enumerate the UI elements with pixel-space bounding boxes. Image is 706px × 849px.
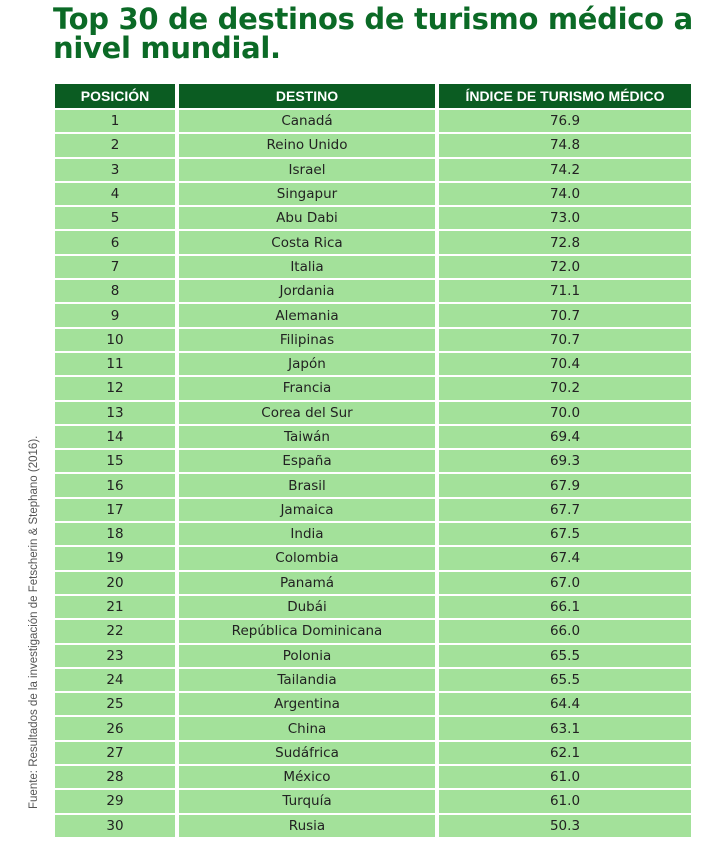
cell-index: 66.0: [439, 620, 691, 642]
table-row: [55, 353, 691, 375]
cell-index: 70.2: [439, 377, 691, 399]
cell-position: 20: [55, 572, 175, 594]
table-row: [55, 207, 691, 229]
table-row: [55, 620, 691, 642]
cell-destination: Sudáfrica: [179, 742, 435, 764]
table-row: [55, 402, 691, 424]
cell-index: 72.8: [439, 231, 691, 253]
table-row: [55, 280, 691, 302]
column-header-destination: DESTINO: [179, 84, 435, 108]
table-row: [55, 596, 691, 618]
cell-destination: Filipinas: [179, 329, 435, 351]
table-row: [55, 134, 691, 156]
cell-index: 69.4: [439, 426, 691, 448]
table-row: [55, 815, 691, 837]
table-row: [55, 159, 691, 181]
table-row: [55, 256, 691, 278]
table-row: [55, 231, 691, 253]
cell-destination: Israel: [179, 159, 435, 181]
cell-destination: Jordania: [179, 280, 435, 302]
cell-destination: Turquía: [179, 790, 435, 812]
cell-destination: Colombia: [179, 547, 435, 569]
cell-position: 18: [55, 523, 175, 545]
cell-position: 9: [55, 304, 175, 326]
cell-index: 63.1: [439, 717, 691, 739]
cell-destination: Polonia: [179, 645, 435, 667]
table-row: [55, 499, 691, 521]
cell-index: 50.3: [439, 815, 691, 837]
cell-destination: Tailandia: [179, 669, 435, 691]
table-row: [55, 329, 691, 351]
cell-index: 61.0: [439, 790, 691, 812]
cell-destination: Reino Unido: [179, 134, 435, 156]
cell-position: 12: [55, 377, 175, 399]
cell-index: 74.2: [439, 159, 691, 181]
cell-destination: España: [179, 450, 435, 472]
table-row: [55, 572, 691, 594]
cell-destination: México: [179, 766, 435, 788]
cell-destination: Taiwán: [179, 426, 435, 448]
cell-index: 67.7: [439, 499, 691, 521]
cell-destination: Brasil: [179, 474, 435, 496]
cell-destination: Italia: [179, 256, 435, 278]
cell-destination: República Dominicana: [179, 620, 435, 642]
table-row: [55, 426, 691, 448]
cell-index: 69.3: [439, 450, 691, 472]
cell-position: 1: [55, 110, 175, 132]
ranking-table: [51, 82, 695, 839]
cell-destination: Francia: [179, 377, 435, 399]
cell-position: 4: [55, 183, 175, 205]
cell-destination: Abu Dabi: [179, 207, 435, 229]
cell-index: 65.5: [439, 669, 691, 691]
cell-destination: Jamaica: [179, 499, 435, 521]
cell-position: 16: [55, 474, 175, 496]
cell-destination: Dubái: [179, 596, 435, 618]
cell-destination: India: [179, 523, 435, 545]
cell-index: 67.9: [439, 474, 691, 496]
table-row: [55, 766, 691, 788]
cell-position: 13: [55, 402, 175, 424]
cell-position: 23: [55, 645, 175, 667]
cell-index: 76.9: [439, 110, 691, 132]
cell-index: 65.5: [439, 645, 691, 667]
cell-destination: Rusia: [179, 815, 435, 837]
table-row: [55, 450, 691, 472]
cell-index: 74.0: [439, 183, 691, 205]
table-row: [55, 304, 691, 326]
cell-index: 62.1: [439, 742, 691, 764]
cell-position: 25: [55, 693, 175, 715]
cell-destination: Argentina: [179, 693, 435, 715]
cell-index: 67.5: [439, 523, 691, 545]
cell-index: 67.0: [439, 572, 691, 594]
page-title: Top 30 de destinos de turismo médico a nivel mundial.: [53, 2, 693, 65]
table-row: [55, 693, 691, 715]
cell-index: 70.0: [439, 402, 691, 424]
table-row: [55, 523, 691, 545]
cell-index: 64.4: [439, 693, 691, 715]
cell-index: 67.4: [439, 547, 691, 569]
table-row: [55, 110, 691, 132]
table-row: [55, 183, 691, 205]
table-row: [55, 377, 691, 399]
cell-destination: Corea del Sur: [179, 402, 435, 424]
cell-position: 10: [55, 329, 175, 351]
cell-destination: Alemania: [179, 304, 435, 326]
cell-position: 22: [55, 620, 175, 642]
cell-position: 5: [55, 207, 175, 229]
cell-index: 66.1: [439, 596, 691, 618]
cell-position: 2: [55, 134, 175, 156]
cell-index: 61.0: [439, 766, 691, 788]
cell-position: 6: [55, 231, 175, 253]
cell-position: 21: [55, 596, 175, 618]
cell-position: 24: [55, 669, 175, 691]
cell-position: 19: [55, 547, 175, 569]
cell-position: 30: [55, 815, 175, 837]
cell-destination: Panamá: [179, 572, 435, 594]
table-body: [55, 110, 691, 837]
cell-destination: Canadá: [179, 110, 435, 132]
cell-destination: Singapur: [179, 183, 435, 205]
cell-position: 27: [55, 742, 175, 764]
table-row: [55, 547, 691, 569]
cell-position: 11: [55, 353, 175, 375]
cell-index: 70.7: [439, 304, 691, 326]
source-note: Fuente: Resultados de la investigación de Fetscherin & Stephano (2016).: [28, 435, 40, 809]
table-row: [55, 717, 691, 739]
table-row: [55, 669, 691, 691]
cell-position: 15: [55, 450, 175, 472]
column-header-position: POSICIÓN: [55, 84, 175, 108]
cell-position: 26: [55, 717, 175, 739]
cell-destination: Costa Rica: [179, 231, 435, 253]
cell-position: 3: [55, 159, 175, 181]
cell-index: 70.7: [439, 329, 691, 351]
table-row: [55, 645, 691, 667]
cell-index: 71.1: [439, 280, 691, 302]
cell-index: 74.8: [439, 134, 691, 156]
cell-position: 17: [55, 499, 175, 521]
cell-position: 7: [55, 256, 175, 278]
table-row: [55, 474, 691, 496]
cell-position: 28: [55, 766, 175, 788]
cell-index: 72.0: [439, 256, 691, 278]
cell-position: 8: [55, 280, 175, 302]
cell-index: 73.0: [439, 207, 691, 229]
column-header-index: ÍNDICE DE TURISMO MÉDICO: [439, 84, 691, 108]
cell-position: 14: [55, 426, 175, 448]
cell-destination: Japón: [179, 353, 435, 375]
table-row: [55, 742, 691, 764]
table-header-row: [55, 84, 691, 108]
cell-position: 29: [55, 790, 175, 812]
table-row: [55, 790, 691, 812]
cell-index: 70.4: [439, 353, 691, 375]
cell-destination: China: [179, 717, 435, 739]
